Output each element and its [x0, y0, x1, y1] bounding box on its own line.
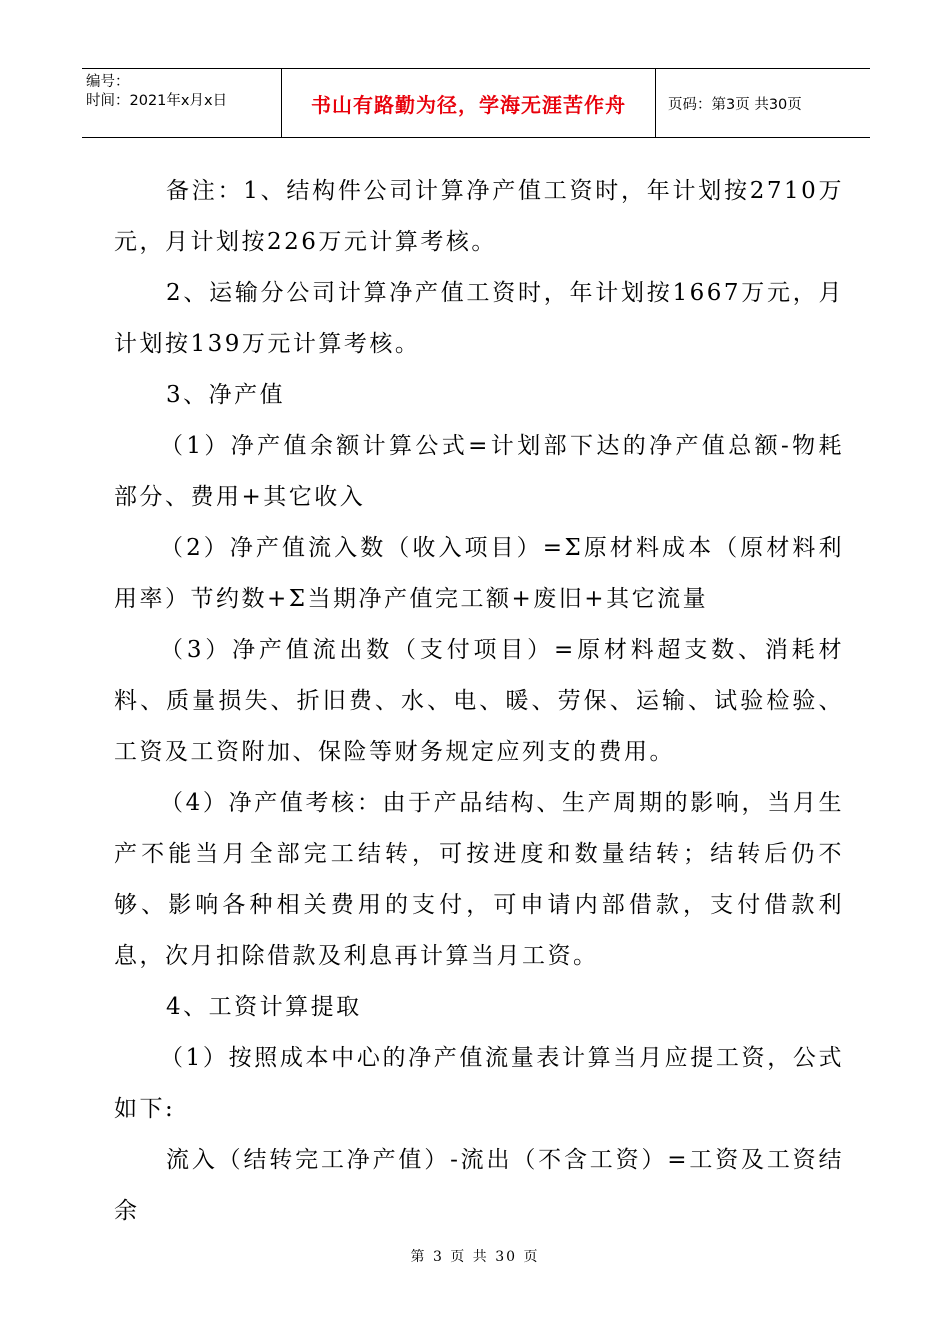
page-footer: 第 3 页 共 30 页: [410, 1249, 540, 1265]
paragraph-formula: 流入（结转完工净产值）-流出（不含工资）=工资及工资结余: [114, 1147, 844, 1224]
section-heading-net-output: 3、净产值: [166, 382, 286, 408]
paragraph-item-1: （1）净产值余额计算公式=计划部下达的净产值总额-物耗部分、费用+其它收入: [114, 433, 844, 510]
document-header: [82, 68, 870, 138]
header-page-info: 页码：第3页 共30页: [668, 96, 802, 113]
paragraph-note-1: 备注：1、结构件公司计算净产值工资时，年计划按2710万元，月计划按226万元计算考核。: [114, 178, 844, 255]
document-body: [114, 166, 844, 1237]
paragraph-item-4: （4）净产值考核：由于产品结构、生产周期的影响，当月生产不能当月全部完工结转，可按进度和数量结转；结转后仍不够、影响各种相关费用的支付，可申请内部借款，支付借款利息，次月扣除借款及利息再计算当月工资。: [114, 790, 844, 969]
document-number-label: 编号：: [86, 74, 130, 90]
document-date: 时间：2021年x月x日: [86, 93, 228, 109]
section-heading-wage: 4、工资计算提取: [166, 994, 362, 1020]
header-motto: 书山有路勤为径，学海无涯苦作舟: [282, 69, 656, 137]
paragraph-wage-item-1: （1）按照成本中心的净产值流量表计算当月应提工资，公式如下:: [114, 1045, 844, 1122]
header-meta: [82, 69, 282, 137]
paragraph-item-2: （2）净产值流入数（收入项目）=Σ原材料成本（原材料利用率）节约数+Σ当期净产值完工额+废旧+其它流量: [114, 535, 844, 612]
paragraph-item-3: （3）净产值流出数（支付项目）=原材料超支数、消耗材料、质量损失、折旧费、水、电、暖、劳保、运输、试验检验、工资及工资附加、保险等财务规定应列支的费用。: [114, 637, 844, 765]
paragraph-note-2: 2、运输分公司计算净产值工资时，年计划按1667万元，月计划按139万元计算考核。: [114, 280, 844, 357]
